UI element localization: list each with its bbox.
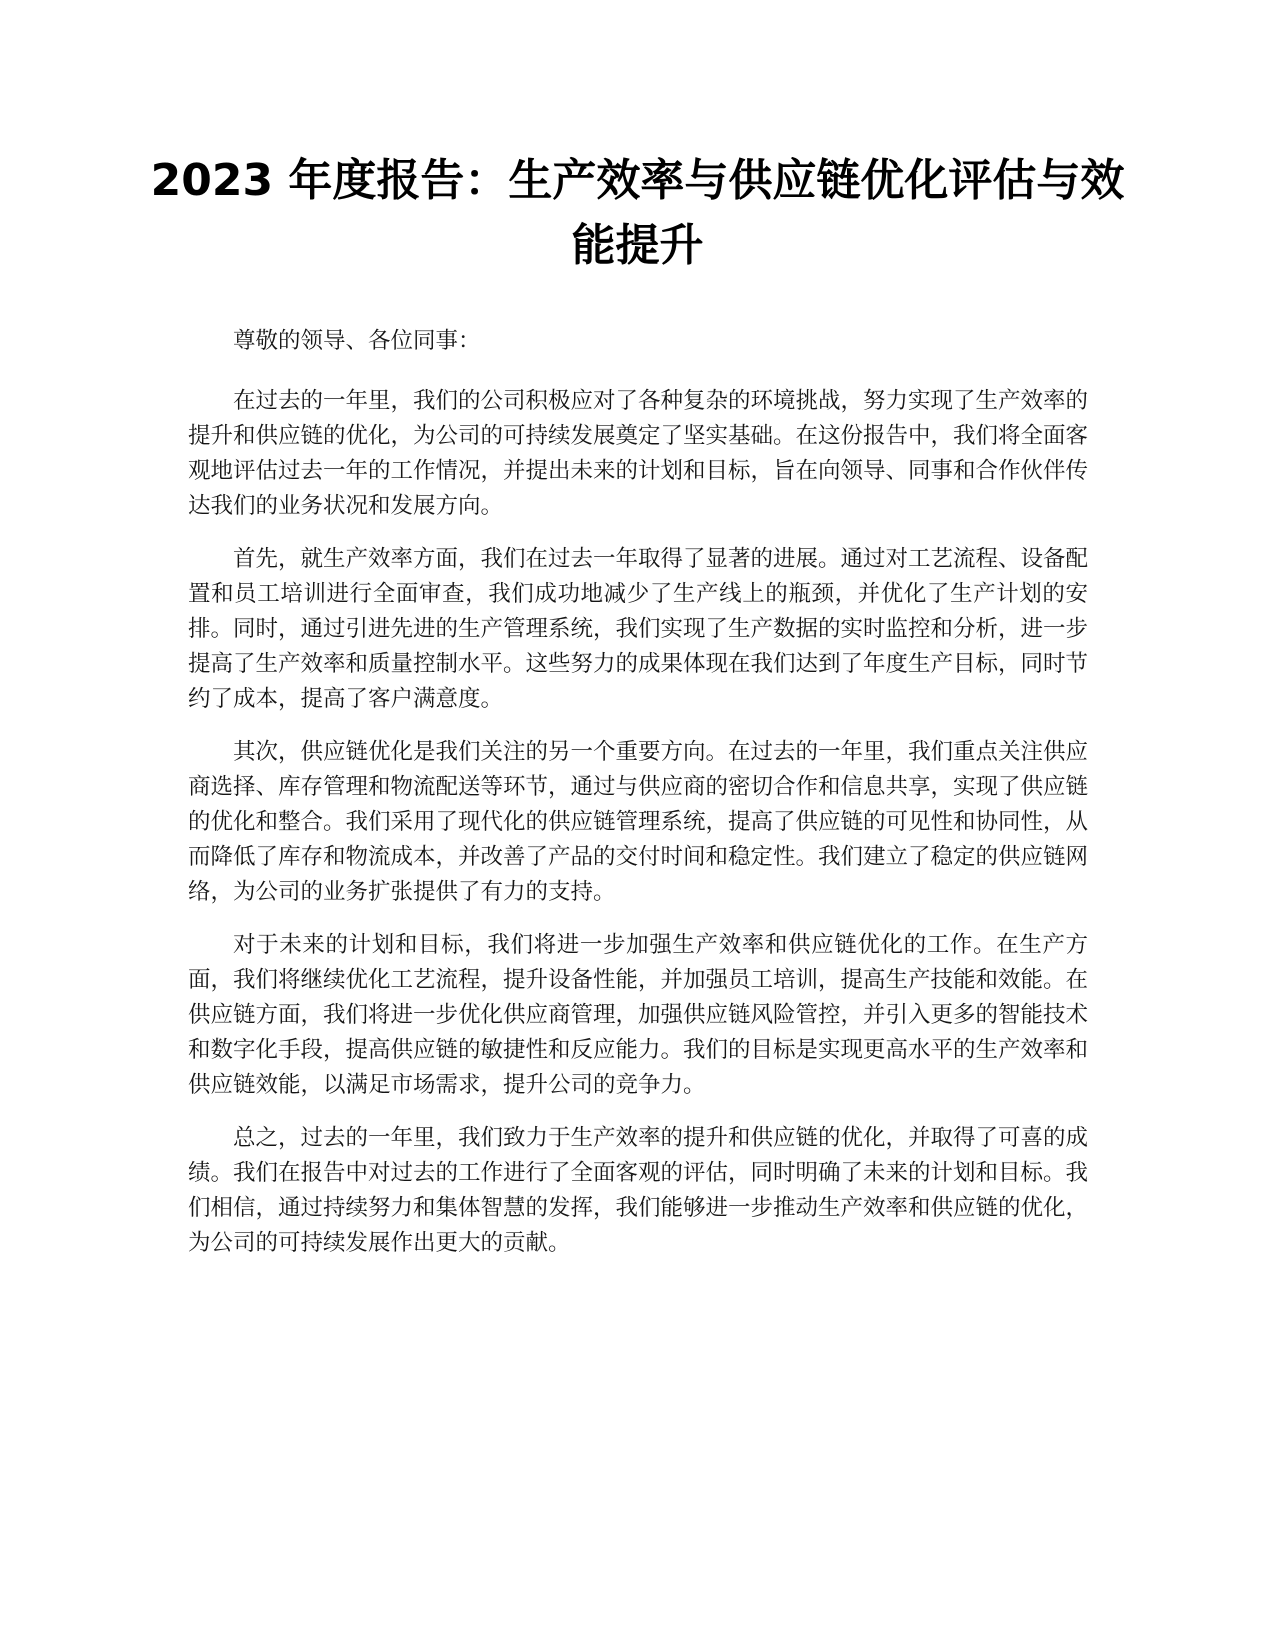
paragraph-intro: 在过去的一年里，我们的公司积极应对了各种复杂的环境挑战，努力实现了生产效率的提升和供应链的优化，为公司的可持续发展奠定了坚实基础。在这份报告中，我们将全面客观地评估过去一年的工作情况，并提出未来的计划和目标，旨在向领导、同事和合作伙伴传达我们的业务状况和发展方向。 (188, 388, 1089, 519)
paragraph-supply-chain: 其次，供应链优化是我们关注的另一个重要方向。在过去的一年里，我们重点关注供应商选择、库存管理和物流配送等环节，通过与供应商的密切合作和信息共享，实现了供应链的优化和整合。我们采用了现代化的供应链管理系统，提高了供应链的可见性和协同性，从而降低了库存和物流成本，并改善了产品的交付时间和稳定性。我们建立了稳定的供应链网络，为公司的业务扩张提供了有力的支持。 (188, 739, 1089, 905)
paragraph-future-plans: 对于未来的计划和目标，我们将进一步加强生产效率和供应链优化的工作。在生产方面，我们将继续优化工艺流程，提升设备性能，并加强员工培训，提高生产技能和效能。在供应链方面，我们将进一步优化供应商管理，加强供应链风险管控，并引入更多的智能技术和数字化手段，提高供应链的敏捷性和反应能力。我们的目标是实现更高水平的生产效率和供应链效能，以满足市场需求，提升公司的竞争力。 (188, 932, 1089, 1098)
paragraph-conclusion: 总之，过去的一年里，我们致力于生产效率的提升和供应链的优化，并取得了可喜的成绩。我们在报告中对过去的工作进行了全面客观的评估，同时明确了未来的计划和目标。我们相信，通过持续努力和集体智慧的发挥，我们能够进一步推动生产效率和供应链的优化，为公司的可持续发展作出更大的贡献。 (188, 1125, 1089, 1256)
document-body (188, 324, 1088, 1279)
paragraph-production-efficiency: 首先，就生产效率方面，我们在过去一年取得了显著的进展。通过对工艺流程、设备配置和员工培训进行全面审查，我们成功地减少了生产线上的瓶颈，并优化了生产计划的安排。同时，通过引进先进的生产管理系统，我们实现了生产数据的实时监控和分析，进一步提高了生产效率和质量控制水平。这些努力的成果体现在我们达到了年度生产目标，同时节约了成本，提高了客户满意度。 (188, 546, 1089, 712)
document-title: 2023 年度报告：生产效率与供应链优化评估与效能提升 (150, 155, 1125, 271)
salutation: 尊敬的领导、各位同事： (233, 328, 481, 354)
